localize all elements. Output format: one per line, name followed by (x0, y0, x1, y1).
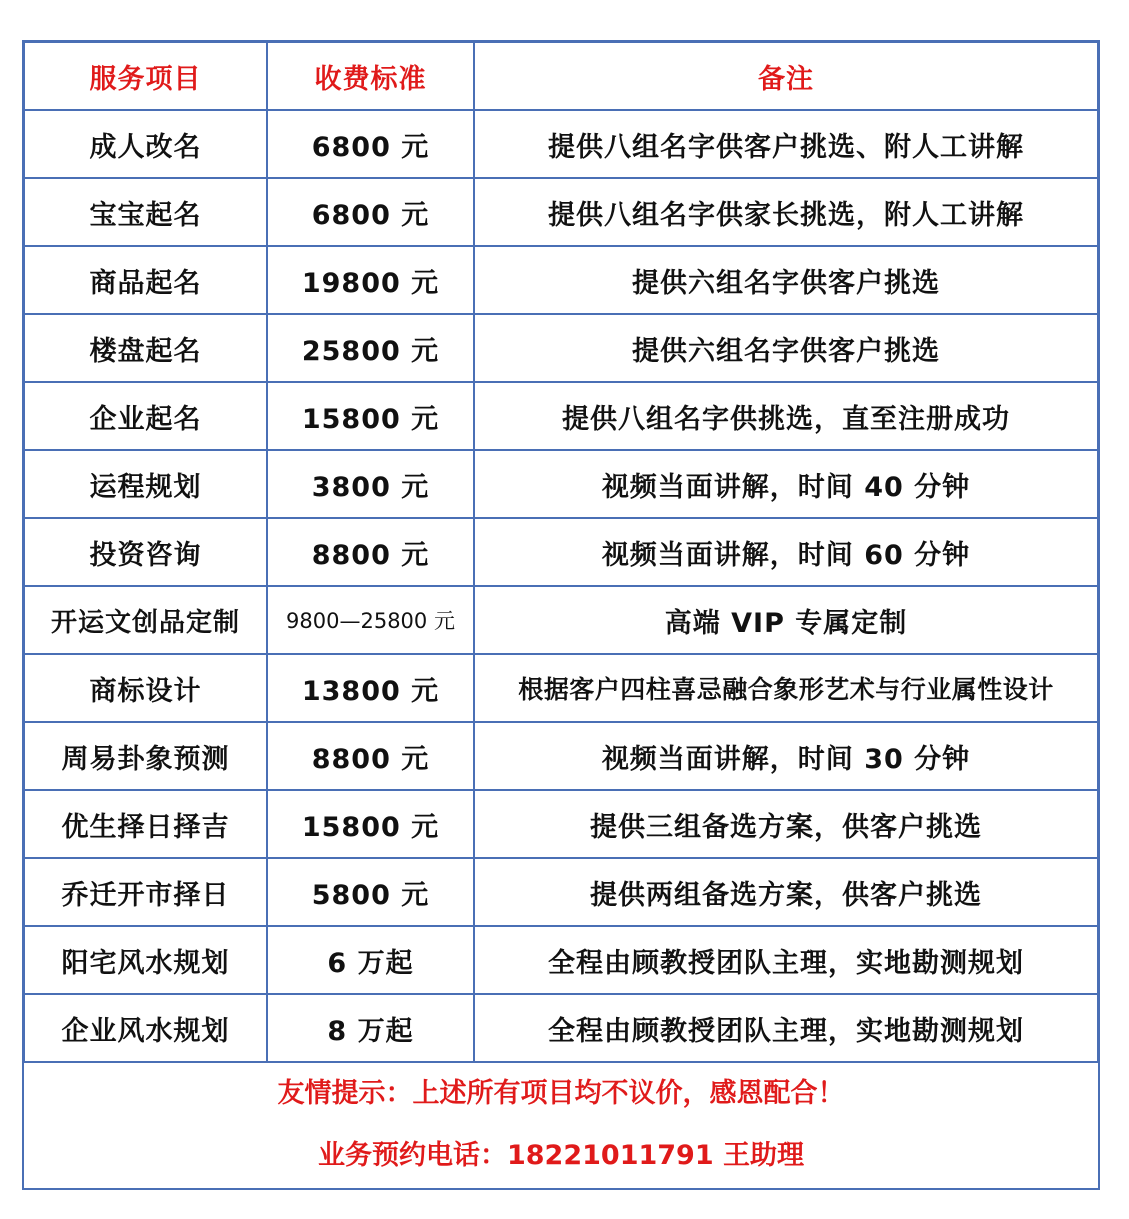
note-cell: 视频当面讲解，时间 30 分钟 (474, 722, 1098, 790)
table-row (24, 246, 1098, 314)
service-cell: 成人改名 (24, 110, 267, 178)
note-cell: 提供六组名字供客户挑选 (474, 246, 1098, 314)
table-row (24, 926, 1098, 994)
table-header-row (24, 42, 1098, 110)
table-row (24, 314, 1098, 382)
fee-cell: 6800 元 (267, 178, 474, 246)
table-row (24, 858, 1098, 926)
fee-cell: 6800 元 (267, 110, 474, 178)
note-cell: 根据客户四柱喜忌融合象形艺术与行业属性设计 (474, 654, 1098, 722)
header-service: 服务项目 (24, 42, 267, 110)
service-cell: 优生择日择吉 (24, 790, 267, 858)
note-cell: 提供三组备选方案，供客户挑选 (474, 790, 1098, 858)
service-cell: 投资咨询 (24, 518, 267, 586)
table-row (24, 654, 1098, 722)
service-cell: 周易卦象预测 (24, 722, 267, 790)
table-row (24, 518, 1098, 586)
table-row (24, 178, 1098, 246)
table-row (24, 110, 1098, 178)
note-cell: 提供两组备选方案，供客户挑选 (474, 858, 1098, 926)
note-cell: 视频当面讲解，时间 60 分钟 (474, 518, 1098, 586)
fee-cell: 6 万起 (267, 926, 474, 994)
service-cell: 宝宝起名 (24, 178, 267, 246)
note-cell: 提供八组名字供挑选，直至注册成功 (474, 382, 1098, 450)
service-cell: 商品起名 (24, 246, 267, 314)
header-fee: 收费标准 (267, 42, 474, 110)
table-row (24, 450, 1098, 518)
header-note: 备注 (474, 42, 1098, 110)
fee-cell: 15800 元 (267, 382, 474, 450)
service-cell: 阳宅风水规划 (24, 926, 267, 994)
note-cell: 高端 VIP 专属定制 (474, 586, 1098, 654)
table-row (24, 790, 1098, 858)
fee-cell: 9800—25800 元 (267, 586, 474, 654)
fee-cell: 13800 元 (267, 654, 474, 722)
note-cell: 提供八组名字供客户挑选、附人工讲解 (474, 110, 1098, 178)
service-cell: 运程规划 (24, 450, 267, 518)
service-cell: 企业风水规划 (24, 994, 267, 1062)
note-cell: 视频当面讲解，时间 40 分钟 (474, 450, 1098, 518)
service-cell: 企业起名 (24, 382, 267, 450)
price-table (24, 42, 1098, 1062)
table-row (24, 994, 1098, 1062)
notice-text: 友情提示：上述所有项目均不议价，感恩配合！ (277, 1078, 845, 1109)
table-row (24, 382, 1098, 450)
fee-cell: 25800 元 (267, 314, 474, 382)
service-cell: 商标设计 (24, 654, 267, 722)
note-cell: 提供八组名字供家长挑选，附人工讲解 (474, 178, 1098, 246)
service-cell: 乔迁开市择日 (24, 858, 267, 926)
contact-text: 业务预约电话：18221011791 王助理 (317, 1140, 805, 1171)
service-cell: 楼盘起名 (24, 314, 267, 382)
note-cell: 全程由顾教授团队主理，实地勘测规划 (474, 994, 1098, 1062)
fee-cell: 8800 元 (267, 518, 474, 586)
table-row (24, 586, 1098, 654)
fee-cell: 5800 元 (267, 858, 474, 926)
fee-cell: 8 万起 (267, 994, 474, 1062)
note-cell: 提供六组名字供客户挑选 (474, 314, 1098, 382)
table-row (24, 722, 1098, 790)
service-cell: 开运文创品定制 (24, 586, 267, 654)
fee-cell: 8800 元 (267, 722, 474, 790)
fee-cell: 19800 元 (267, 246, 474, 314)
note-cell: 全程由顾教授团队主理，实地勘测规划 (474, 926, 1098, 994)
fee-cell: 3800 元 (267, 450, 474, 518)
footer-notice-box (24, 1062, 1098, 1193)
price-sheet (22, 40, 1100, 1190)
fee-cell: 15800 元 (267, 790, 474, 858)
